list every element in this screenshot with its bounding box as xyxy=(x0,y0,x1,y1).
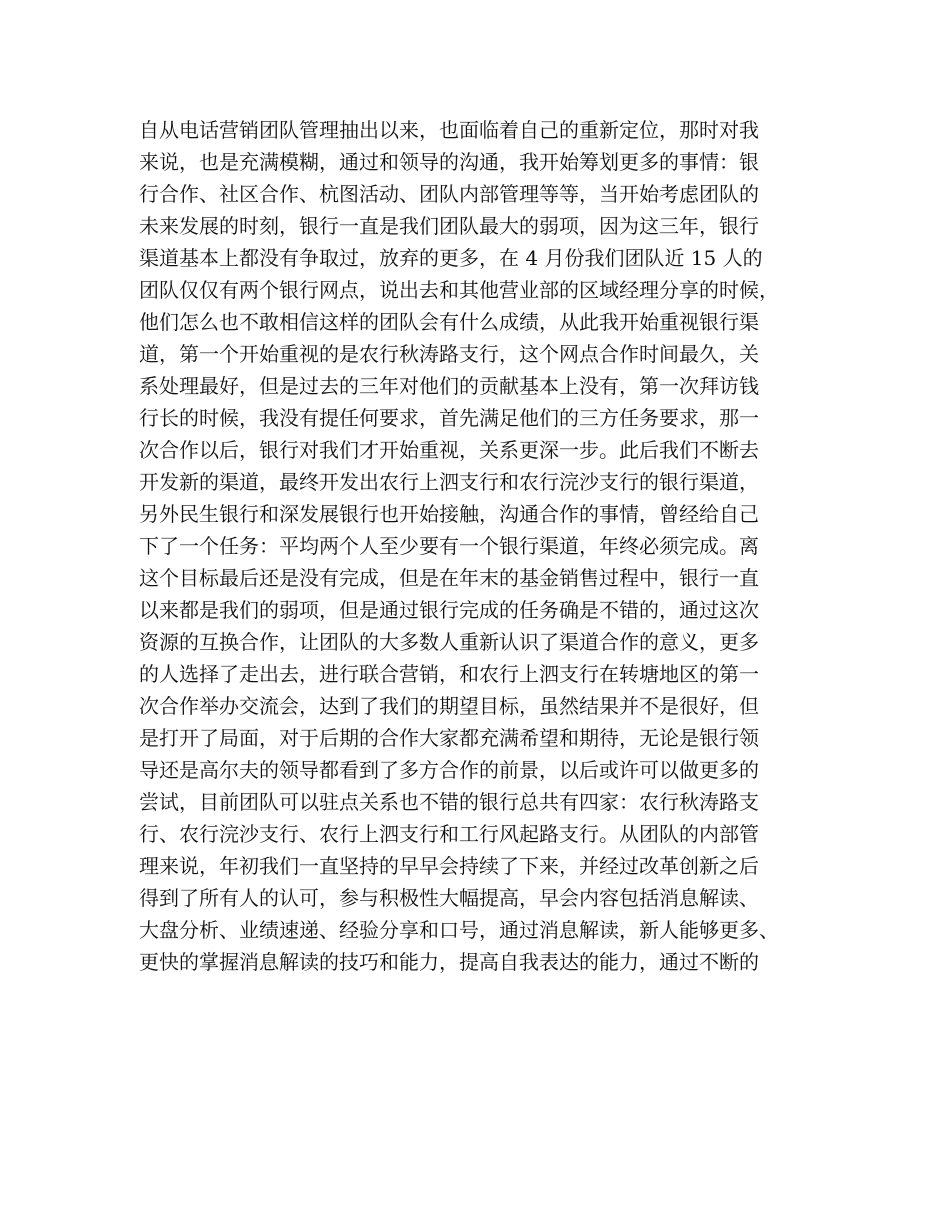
text-line: 行、农行浣沙支行、农行上泗支行和工行风起路支行。从团队的内部管 xyxy=(139,822,759,846)
text-line: 渠道基本上都没有争取过，放弃的更多，在 4 月份我们团队近 15 人的 xyxy=(139,246,763,270)
text-line: 更快的掌握消息解读的技巧和能力，提高自我表达的能力，通过不断的 xyxy=(139,950,759,974)
text-line: 次合作以后，银行对我们才开始重视，关系更深一步。此后我们不断去 xyxy=(139,438,759,462)
body-text xyxy=(139,114,829,978)
text-line: 下了一个任务：平均两个人至少要有一个银行渠道，年终必须完成。离 xyxy=(139,534,759,558)
text-line: 大盘分析、业绩速递、经验分享和口号，通过消息解读，新人能够更多、 xyxy=(139,918,779,942)
text-line: 理来说，年初我们一直坚持的早早会持续了下来，并经过改革创新之后 xyxy=(139,854,759,878)
text-line: 团队仅仅有两个银行网点，说出去和其他营业部的区域经理分享的时候， xyxy=(139,278,779,302)
text-line: 系处理最好，但是过去的三年对他们的贡献基本上没有，第一次拜访钱 xyxy=(139,374,759,398)
text-line: 这个目标最后还是没有完成，但是在年末的基金销售过程中，银行一直 xyxy=(139,566,759,590)
text-line: 以来都是我们的弱项，但是通过银行完成的任务确是不错的，通过这次 xyxy=(139,598,759,622)
text-line: 自从电话营销团队管理抽出以来，也面临着自己的重新定位，那时对我 xyxy=(139,118,759,142)
text-line: 另外民生银行和深发展银行也开始接触，沟通合作的事情，曾经给自己 xyxy=(139,502,759,526)
text-line: 导还是高尔夫的领导都看到了多方合作的前景，以后或许可以做更多的 xyxy=(139,758,759,782)
text-line: 他们怎么也不敢相信这样的团队会有什么成绩，从此我开始重视银行渠 xyxy=(139,310,759,334)
text-line: 得到了所有人的认可，参与积极性大幅提高，早会内容包括消息解读、 xyxy=(139,886,759,910)
text-line: 是打开了局面，对于后期的合作大家都充满希望和期待，无论是银行领 xyxy=(139,726,759,750)
text-line: 行合作、社区合作、杭图活动、团队内部管理等等，当开始考虑团队的 xyxy=(139,182,759,206)
text-line: 尝试，目前团队可以驻点关系也不错的银行总共有四家：农行秋涛路支 xyxy=(139,790,759,814)
text-line: 来说，也是充满模糊，通过和领导的沟通，我开始筹划更多的事情：银 xyxy=(139,150,759,174)
text-line: 次合作举办交流会，达到了我们的期望目标，虽然结果并不是很好，但 xyxy=(139,694,759,718)
text-line: 道，第一个开始重视的是农行秋涛路支行，这个网点合作时间最久，关 xyxy=(139,342,759,366)
text-line: 资源的互换合作，让团队的大多数人重新认识了渠道合作的意义，更多 xyxy=(139,630,759,654)
text-line: 开发新的渠道，最终开发出农行上泗支行和农行浣沙支行的银行渠道， xyxy=(139,470,759,494)
text-line: 的人选择了走出去，进行联合营销，和农行上泗支行在转塘地区的第一 xyxy=(139,662,759,686)
text-line: 行长的时候，我没有提任何要求，首先满足他们的三方任务要求，那一 xyxy=(139,406,759,430)
text-line: 未来发展的时刻，银行一直是我们团队最大的弱项，因为这三年，银行 xyxy=(139,214,759,238)
